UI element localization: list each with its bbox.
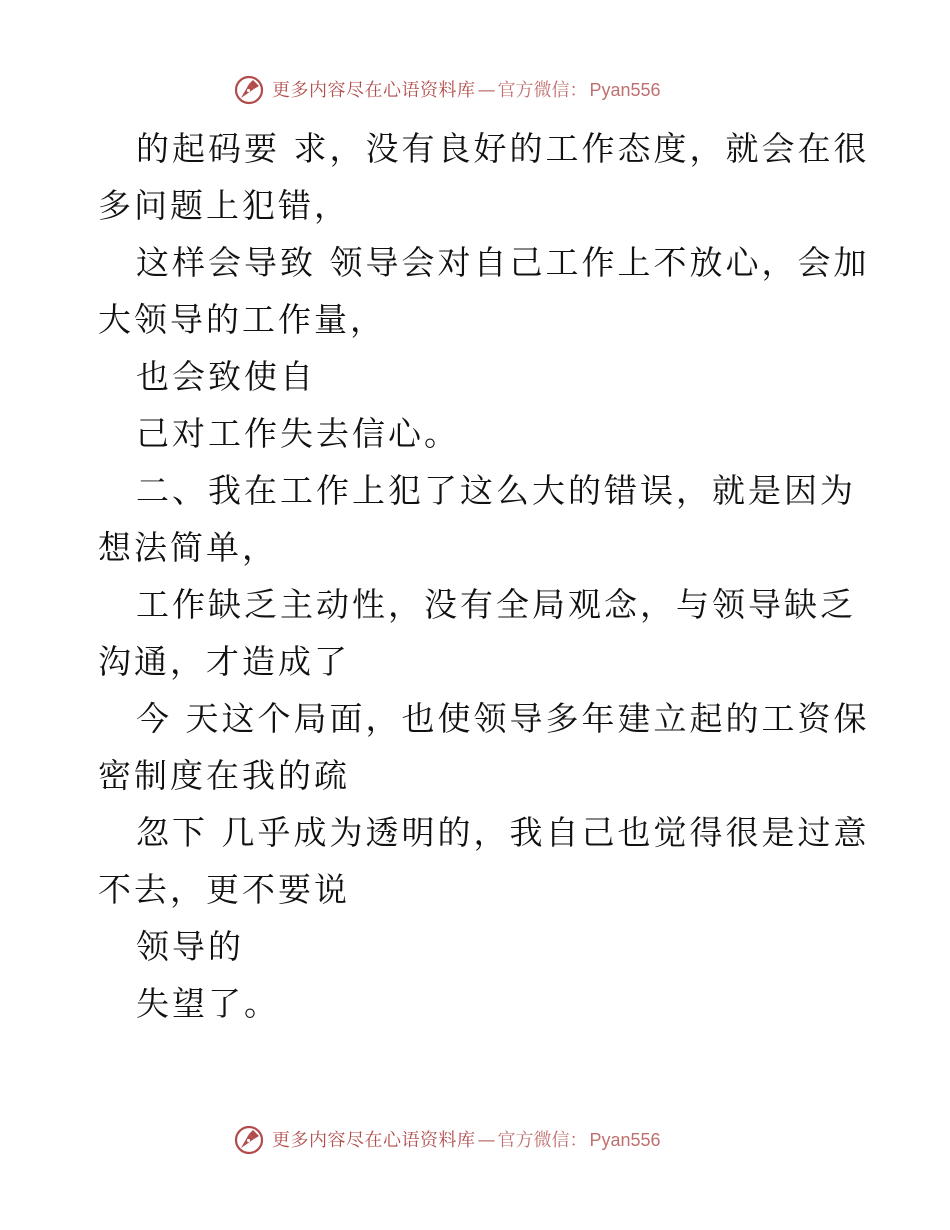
banner-official-label: 官方微信： — [497, 79, 588, 101]
pen-nib-logo-icon — [234, 75, 264, 105]
banner-brand: 更多内容尽在心语资料库 — [272, 79, 476, 101]
banner-text — [272, 81, 661, 100]
body-paragraph: 忽下 几乎成为透明的，我自己也觉得很是过意不去，更不要说 — [98, 813, 870, 909]
body-paragraph: 这样会导致 领导会对自己工作上不放心，会加大领导的工作量， — [98, 243, 870, 339]
body-paragraph: 今 天这个局面，也使领导多年建立起的工资保密制度在我的疏 — [98, 699, 870, 795]
banner-wechat-id: Pyan556 — [589, 79, 661, 100]
body-paragraph: 领导的 — [136, 927, 244, 966]
body-paragraph: 己对工作失去信心。 — [136, 414, 460, 453]
banner-official-label: 官方微信： — [497, 1129, 588, 1151]
banner-wechat-id: Pyan556 — [589, 1129, 661, 1150]
body-paragraph: 二、我在工作上犯了这么大的错误，就是因为想法简单， — [98, 471, 856, 567]
banner-separator: — — [477, 1129, 496, 1151]
body-paragraph: 的起码要 求，没有良好的工作态度，就会在很多问题上犯错， — [98, 129, 870, 225]
footer-banner — [234, 1122, 661, 1158]
document-body — [98, 120, 888, 1032]
body-paragraph: 失望了。 — [136, 984, 280, 1023]
banner-text — [272, 1131, 661, 1150]
body-paragraph: 也会致使自 — [136, 357, 316, 396]
pen-nib-logo-icon — [234, 1125, 264, 1155]
body-paragraph: 工作缺乏主动性，没有全局观念，与领导缺乏沟通，才造成了 — [98, 585, 856, 681]
header-banner — [234, 72, 661, 108]
banner-brand: 更多内容尽在心语资料库 — [272, 1129, 476, 1151]
banner-separator: — — [477, 79, 496, 101]
